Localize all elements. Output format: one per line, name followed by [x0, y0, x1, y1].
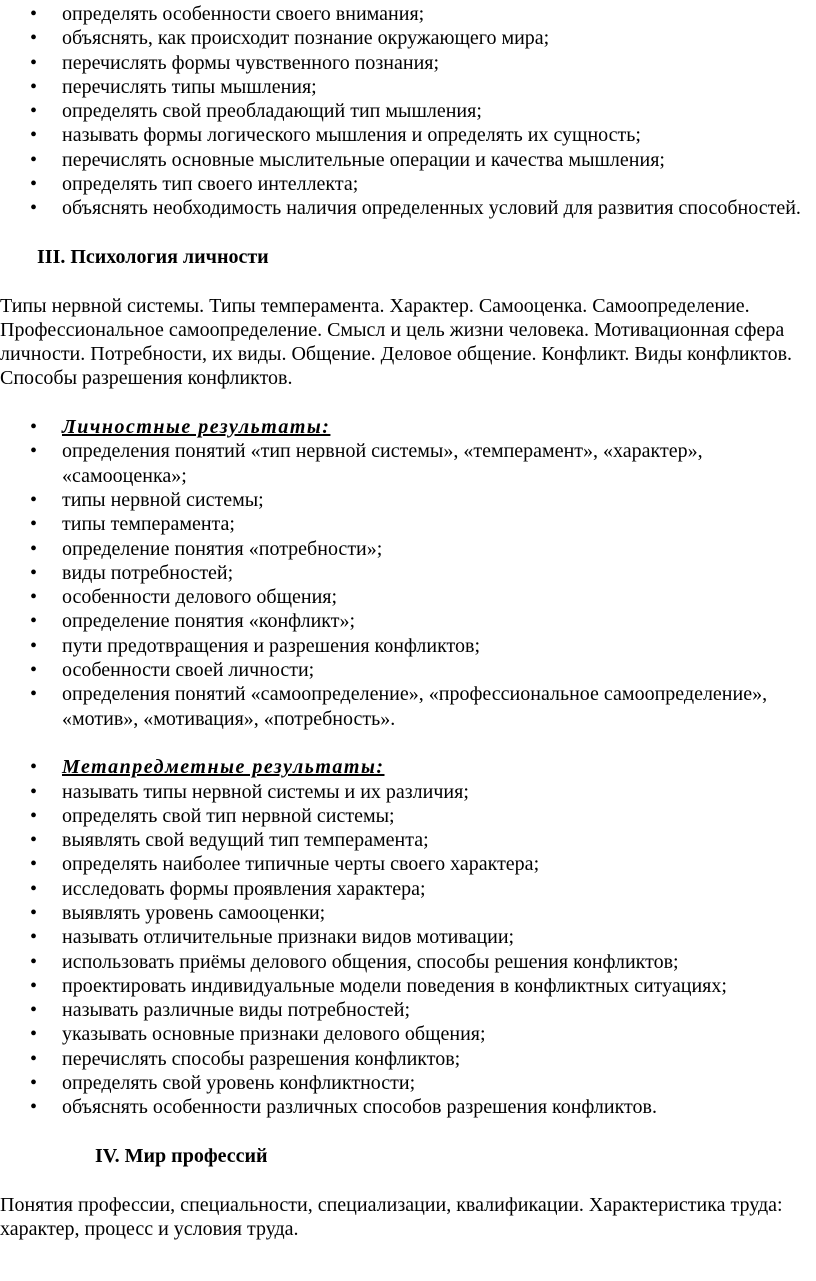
- bullet-icon: •: [30, 877, 38, 900]
- bullet-icon: •: [30, 756, 38, 779]
- list-item-text: особенности делового общения;: [62, 586, 338, 609]
- bullet-icon: •: [30, 124, 38, 147]
- section-4-paragraph: Понятия профессии, специальности, специализации, квалификации. Характеристика труда: характер, процесс и условия труда.: [0, 1193, 783, 1240]
- list-cognitive-results: [0, 2, 816, 221]
- bullet-icon: •: [30, 804, 38, 827]
- list-item-text: определение понятия «конфликт»;: [62, 610, 356, 633]
- list-item-text: перечислять основные мыслительные операции и качества мышления;: [62, 148, 665, 171]
- bullet-icon: •: [30, 513, 38, 536]
- bullet-icon: •: [30, 853, 38, 876]
- list-item-text: определять особенности своего внимания;: [62, 3, 425, 25]
- bullet-icon: •: [30, 561, 38, 584]
- personal-results-heading: Личностные результаты:: [62, 416, 331, 439]
- list-item-text: перечислять способы разрешения конфликтов;: [62, 1047, 461, 1070]
- list-item-text: объяснять необходимость наличия определенных условий для развития способностей.: [62, 197, 801, 220]
- list-item: [0, 925, 816, 949]
- list-item-text: виды потребностей;: [62, 561, 234, 584]
- list-item-text: перечислять формы чувственного познания;: [62, 51, 440, 74]
- list-item: [0, 1071, 816, 1095]
- list-item-text: выявлять уровень самооценки;: [62, 901, 326, 924]
- list-item-text: определять свой тип нервной системы;: [62, 804, 395, 827]
- bullet-icon: •: [30, 829, 38, 852]
- list-personal-results: [0, 415, 816, 439]
- bullet-icon: •: [30, 634, 38, 657]
- list-item: [0, 26, 816, 50]
- list-item-text: называть отличительные признаки видов мотивации;: [62, 926, 515, 949]
- list-item-text: определения понятий «самоопределение», «профессиональное самоопределение», «мотив», «мотивация», «потребность».: [62, 683, 768, 730]
- list-item: [0, 755, 816, 779]
- section-heading-4: IV. Мир профессий: [95, 1144, 268, 1167]
- list-item-text: объяснять, как происходит познание окружающего мира;: [62, 27, 550, 50]
- list-item: [0, 512, 816, 536]
- bullet-icon: •: [30, 1096, 38, 1119]
- list-item: [0, 51, 816, 75]
- list-item-text: определять тип своего интеллекта;: [62, 173, 359, 196]
- section-heading-3: III. Психология личности: [37, 245, 269, 268]
- list-item: [0, 877, 816, 901]
- list-item: [0, 780, 816, 804]
- list-item: [0, 561, 816, 585]
- list-item: [0, 123, 816, 147]
- list-item: [0, 1047, 816, 1071]
- list-item: [0, 658, 816, 682]
- list-item: [0, 634, 816, 658]
- list-item: [0, 75, 816, 99]
- bullet-icon: •: [30, 148, 38, 171]
- bullet-icon: •: [30, 197, 38, 220]
- personal-results-items: [0, 439, 816, 731]
- meta-results-items: [0, 780, 816, 1120]
- list-item-text: типы темперамента;: [62, 513, 235, 536]
- list-item-text: типы нервной системы;: [62, 488, 264, 511]
- bullet-icon: •: [30, 1047, 38, 1070]
- list-item: [0, 196, 816, 220]
- list-item-text: называть формы логического мышления и определять их сущность;: [62, 124, 641, 147]
- list-item: [0, 901, 816, 925]
- bullet-icon: •: [30, 75, 38, 98]
- list-item-text: исследовать формы проявления характера;: [62, 877, 426, 900]
- list-item: [0, 828, 816, 852]
- list-item-text: объяснять особенности различных способов разрешения конфликтов.: [62, 1096, 657, 1119]
- list-item: [0, 998, 816, 1022]
- list-item: [0, 609, 816, 633]
- list-item: [0, 99, 816, 123]
- bullet-icon: •: [30, 999, 38, 1022]
- bullet-icon: •: [30, 1023, 38, 1046]
- bullet-icon: •: [30, 173, 38, 196]
- list-item-text: определять свой преобладающий тип мышления;: [62, 100, 482, 123]
- list-item-text: указывать основные признаки делового общения;: [62, 1023, 486, 1046]
- list-item-text: определения понятий «тип нервной системы», «темперамент», «характер», «самооценка»;: [62, 440, 703, 487]
- bullet-icon: •: [30, 780, 38, 803]
- bullet-icon: •: [30, 901, 38, 924]
- list-item: [0, 804, 816, 828]
- list-item-text: определять свой уровень конфликтности;: [62, 1072, 416, 1095]
- list-item: [0, 2, 816, 26]
- bullet-icon: •: [30, 27, 38, 50]
- bullet-icon: •: [30, 537, 38, 560]
- bullet-icon: •: [30, 416, 38, 439]
- list-item: [0, 415, 816, 439]
- bullet-icon: •: [30, 51, 38, 74]
- list-item-text: определение понятия «потребности»;: [62, 537, 383, 560]
- bullet-icon: •: [30, 950, 38, 973]
- bullet-icon: •: [30, 586, 38, 609]
- bullet-icon: •: [30, 440, 38, 463]
- bullet-icon: •: [30, 100, 38, 123]
- bullet-icon: •: [30, 683, 38, 706]
- list-meta-results: [0, 755, 816, 779]
- section-3-paragraph: Типы нервной системы. Типы темперамента. Характер. Самооценка. Самоопределение. Профессиональное самоопределение. Смысл и цель жизни человека. Мотивационная сфера личности. Потребности, их виды. Общение. Деловое общение. Конфликт. Виды конфликтов. Способы разрешения конфликтов.: [0, 294, 793, 390]
- list-item-text: определять наиболее типичные черты своего характера;: [62, 853, 540, 876]
- bullet-icon: •: [30, 974, 38, 997]
- list-item: [0, 950, 816, 974]
- list-item-text: называть типы нервной системы и их различия;: [62, 780, 469, 803]
- list-item-text: пути предотвращения и разрешения конфликтов;: [62, 634, 481, 657]
- list-item-text: использовать приёмы делового общения, способы решения конфликтов;: [62, 950, 679, 973]
- list-item: [0, 172, 816, 196]
- list-item-text: выявлять свой ведущий тип темперамента;: [62, 829, 429, 852]
- list-item: [0, 1095, 816, 1119]
- list-item: [0, 439, 816, 488]
- list-item: [0, 488, 816, 512]
- list-item: [0, 1022, 816, 1046]
- bullet-icon: •: [30, 488, 38, 511]
- list-item: [0, 682, 816, 731]
- meta-results-heading: Метапредметные результаты:: [62, 756, 385, 779]
- list-item-text: особенности своей личности;: [62, 659, 315, 682]
- bullet-icon: •: [30, 610, 38, 633]
- bullet-icon: •: [30, 3, 38, 25]
- bullet-icon: •: [30, 659, 38, 682]
- list-item: [0, 585, 816, 609]
- list-item: [0, 974, 816, 998]
- list-item-text: перечислять типы мышления;: [62, 75, 317, 98]
- list-item: [0, 852, 816, 876]
- list-item: [0, 537, 816, 561]
- bullet-icon: •: [30, 1072, 38, 1095]
- bullet-icon: •: [30, 926, 38, 949]
- list-item: [0, 148, 816, 172]
- list-item-text: называть различные виды потребностей;: [62, 999, 411, 1022]
- list-item-text: проектировать индивидуальные модели поведения в конфликтных ситуациях;: [62, 974, 727, 997]
